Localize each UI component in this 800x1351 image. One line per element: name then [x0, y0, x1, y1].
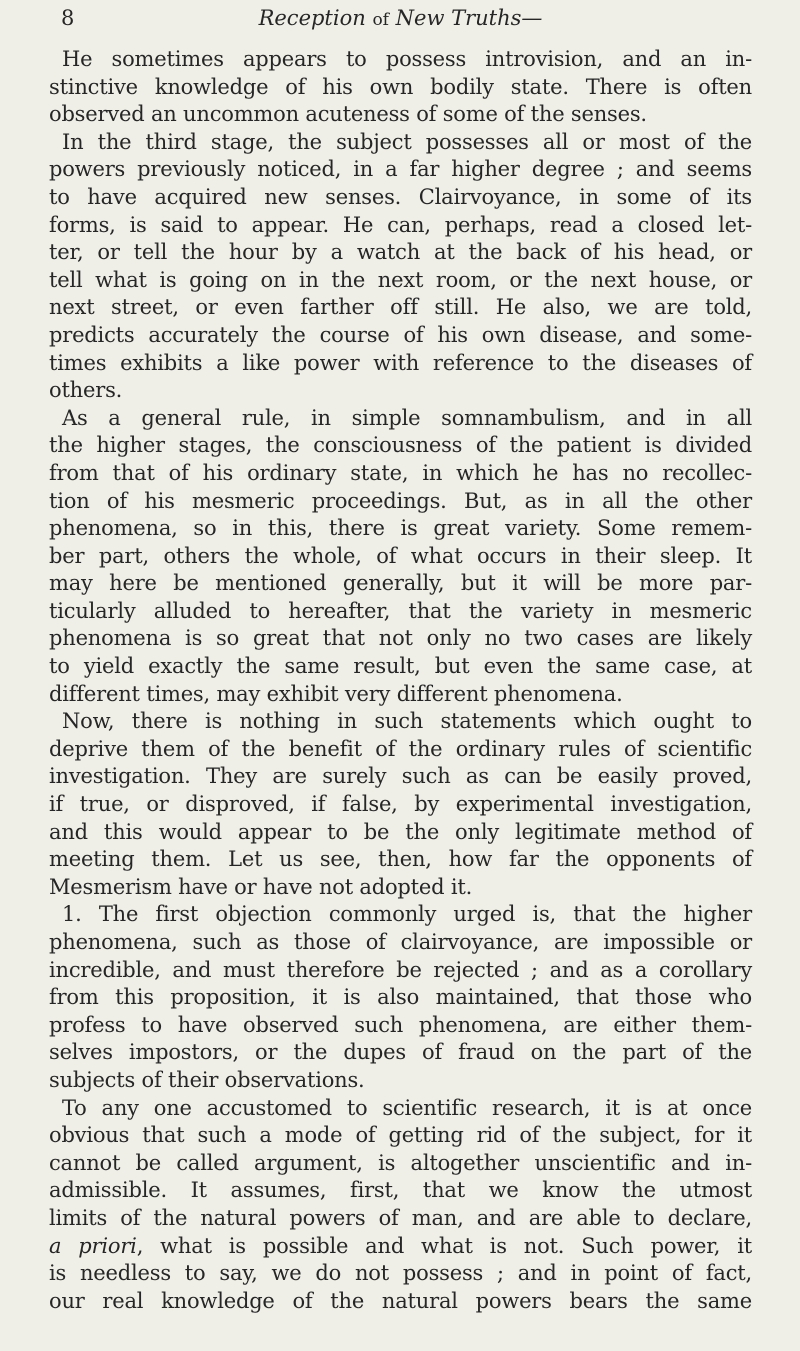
text-line: phenomena is so great that not only no two cases are likely — [49, 626, 752, 651]
text-line: is needless to say, we do not possess ; and in point of fact, — [49, 1261, 752, 1286]
text-line: to yield exactly the same result, but even the same case, at — [49, 654, 752, 679]
text-line: Mesmerism have or have not adopted it. — [49, 874, 473, 899]
text-line: next street, or even farther off still. He also, we are told, — [49, 295, 752, 320]
text-line: to have acquired new senses. Clairvoyance, in some of its — [49, 184, 752, 209]
paragraph — [49, 129, 752, 405]
text-line: and this would appear to be the only legitimate method of — [49, 819, 752, 844]
paragraph — [49, 46, 752, 129]
text-line: our real knowledge of the natural powers bears the same — [49, 1288, 752, 1313]
paragraph — [49, 901, 752, 1094]
text-line: admissible. It assumes, first, that we know the utmost — [49, 1178, 752, 1203]
text-line — [49, 1233, 752, 1261]
paragraph — [49, 708, 752, 901]
text-line: obvious that such a mode of getting rid of the subject, for it — [49, 1123, 752, 1148]
page-body — [49, 46, 752, 1315]
text-line: from this proposition, it is also maintained, that those who — [49, 985, 752, 1010]
text-line: As a general rule, in simple somnambulism, and in all — [62, 405, 752, 430]
text-line: subjects of their observations. — [49, 1067, 365, 1092]
text-line: times exhibits a like power with reference to the diseases of — [49, 350, 752, 375]
text-line: the higher stages, the consciousness of the patient is divided — [49, 433, 752, 458]
text-line: cannot be called argument, is altogether unscientific and in- — [49, 1150, 752, 1175]
text-line: meeting them. Let us see, then, how far the opponents of — [49, 847, 752, 872]
text-line: from that of his ordinary state, in which he has no recollec- — [49, 460, 752, 485]
text-line: investigation. They are surely such as can be easily proved, — [49, 764, 752, 789]
text-line: ber part, others the whole, of what occurs in their sleep. It — [49, 543, 752, 568]
text-line: phenomena, so in this, there is great variety. Some remem- — [49, 516, 752, 541]
text-line: stinctive knowledge of his own bodily state. There is often — [49, 74, 752, 99]
text-line: 1. The first objection commonly urged is, that the higher — [62, 902, 752, 927]
text-line: Now, there is nothing in such statements which ought to — [62, 709, 752, 734]
text-segment: , what is possible and what is not. Such power, it — [136, 1233, 752, 1258]
text-line: tell what is going on in the next room, or the next house, or — [49, 267, 752, 292]
text-line: may here be mentioned generally, but it will be more par- — [49, 571, 752, 596]
paragraph — [49, 405, 752, 709]
text-line: In the third stage, the subject possesses all or most of the — [62, 129, 752, 154]
text-line: forms, is said to appear. He can, perhaps, read a closed let- — [49, 212, 752, 237]
text-line: observed an uncommon acuteness of some of the senses. — [49, 102, 647, 127]
text-line: deprive them of the benefit of the ordinary rules of scientific — [49, 736, 752, 761]
text-line: ticularly alluded to hereafter, that the variety in mesmeric — [49, 598, 752, 623]
text-line: selves impostors, or the dupes of fraud on the part of the — [49, 1040, 752, 1065]
text-line: He sometimes appears to possess introvision, and an in- — [62, 47, 752, 71]
text-line: predicts accurately the course of his own disease, and some- — [49, 322, 752, 347]
text-line: To any one accustomed to scientific research, it is at once — [62, 1095, 752, 1120]
text-line: ter, or tell the hour by a watch at the back of his head, or — [49, 240, 752, 265]
running-title-part: New Truths— — [388, 6, 543, 30]
italic-phrase: a priori — [49, 1233, 137, 1258]
text-line: different times, may exhibit very different phenomena. — [49, 681, 623, 706]
text-line: limits of the natural powers of man, and are able to declare, — [49, 1205, 752, 1230]
paragraph — [49, 1095, 752, 1316]
text-line: powers previously noticed, in a far higher degree ; and seems — [49, 157, 752, 182]
running-header — [49, 4, 752, 34]
page-number: 8 — [61, 6, 75, 30]
running-title-part: of — [372, 10, 389, 30]
text-line: profess to have observed such phenomena, are either them- — [49, 1012, 752, 1037]
text-line: incredible, and must therefore be rejected ; and as a corollary — [49, 957, 752, 982]
text-line: if true, or disproved, if false, by experimental investigation, — [49, 792, 752, 817]
text-line: others. — [49, 378, 123, 403]
running-title — [49, 6, 752, 30]
running-title-part: Reception — [258, 6, 373, 30]
text-line: phenomena, such as those of clairvoyance, are impossible or — [49, 930, 752, 954]
text-line: tion of his mesmeric proceedings. But, as in all the other — [49, 488, 752, 513]
